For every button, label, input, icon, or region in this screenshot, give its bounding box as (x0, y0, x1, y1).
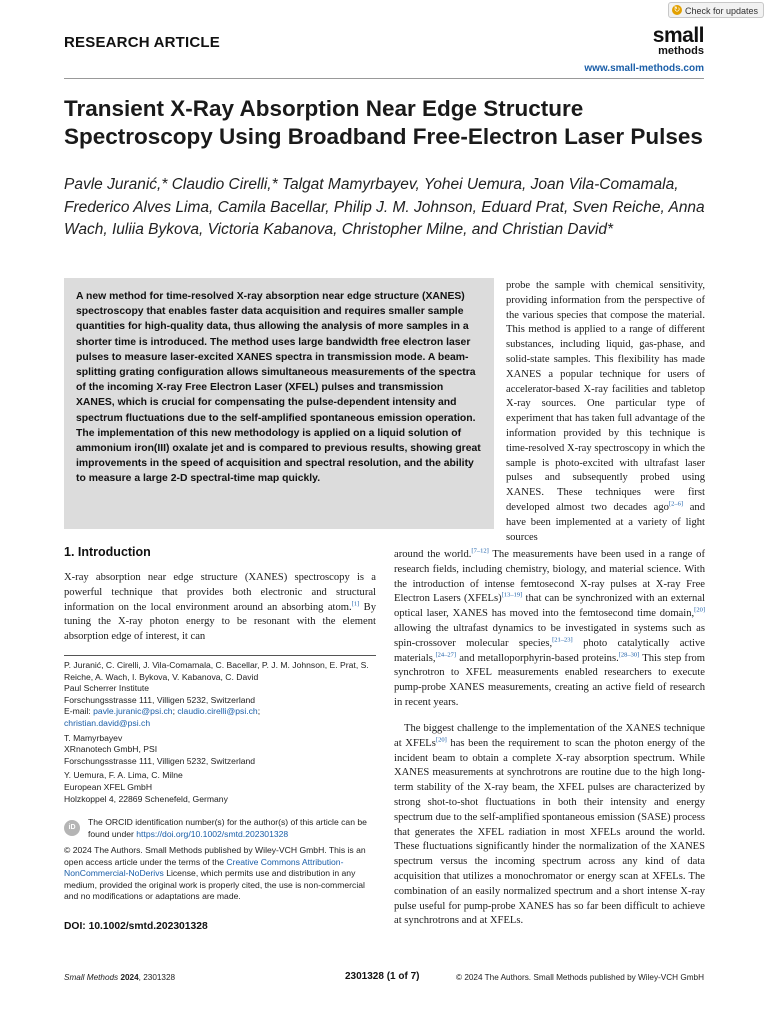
text-run: photo catalytically active materials, (394, 637, 705, 664)
citation-ref[interactable]: [20] (435, 736, 447, 744)
abstract-text: A new method for time-resolved X-ray absorption near edge structure (XANES) spectroscopy that enables faster data acquisition and requires smaller sample quantities for high-quality data, thus allowing the analysis of more samples in a shorter time is introduced. The method uses large bandwidth free electron laser pulses to measure laser-excited XANES spectra in transmission mode. A beam-splitting grating configuration allows simultaneous measurements of the spectra of the incoming X-ray Free Electron Laser (XFEL) pulses and transmission XANES, which is crucial for compensating the pulse-dependent intensity and spectrum fluctuations due to the self-amplified spontaneous emission operation. The implementation of this new methodology is applied on a liquid solution of ammonium iron(III) oxalate jet and is compared to previous results, showing great improvements in the speed of acquisition and spectral resolution, and the ability to measure a large 2-D spectral-time map quickly. (76, 291, 481, 485)
license-note (64, 845, 376, 903)
footer-journal-name: Small Methods (64, 973, 121, 982)
orcid-note (88, 817, 378, 840)
email-separator: ; (172, 706, 178, 717)
text-run: allowing the ultrafast dynamics to be investigated in systems such as spin-crossover molecular species, (394, 622, 705, 649)
text-run: X-ray absorption near edge structure (XANES) spectroscopy is a powerful technique that provides both electronic and structural information on the local environment around an absorbing atom. (64, 572, 376, 613)
affiliation-names: Y. Uemura, F. A. Lima, C. Milne (64, 770, 183, 781)
right-column-top-paragraph (506, 279, 705, 545)
citation-ref[interactable]: [1] (351, 600, 360, 608)
affiliation-address: Holzkoppel 4, 22869 Schenefeld, Germany (64, 793, 228, 804)
text-run: that can be synchronized with an external optical laser, XANES has moved into the femtosecond time domain, (394, 593, 705, 620)
email-label: E-mail: (64, 706, 94, 717)
check-for-updates-button[interactable] (668, 2, 764, 18)
affiliation-address: Forschungsstrasse 111, Villigen 5232, Switzerland (64, 755, 256, 766)
text-run: around the world. (394, 549, 472, 560)
author-list: Pavle Juranić,* Claudio Cirelli,* Talgat Mamyrbayev, Yohei Uemura, Joan Vila-Comamala, Frederico Alves Lima, Camila Bacellar, Philip J. M. Johnson, Eduard Prat, Sven Reiche, Anna Wach, Iuliia Bykova, Victoria Kabanova, Christopher Milne, and Christian David* (64, 176, 705, 238)
header-divider (64, 78, 704, 79)
footer-article-number: , 2301328 (138, 973, 176, 982)
text-run: and metalloporphyrin-based proteins. (456, 652, 619, 664)
text-run: The measurements have been used in a range of research fields, including chemistry, biology, and material science. With the introduction of intense femtosecond X-ray pulses at X-ray Free Electron Lasers (XFELs) (394, 549, 705, 605)
text-run: has been the requirement to scan the photon energy of the incident beam to obtain a complete X-ray absorption spectrum. While XANES measurements at synchrotrons are routine due to the high long-term stability of the X-ray beam, the XFEL pulses are characterized by strong shot-to-shot fluctuations in both their intensity and energy spectrum due to the self-amplified spontaneous emission (SASE) process that generates the XFEL radiation in most XFELs around the world. These fluctuations significantly hinder the normalization of the XANES spectrum versus the incoming spectrum across any kind of data acquisition that utilizes a monochromator or energy scan at XFELs. The combination of an easily normalized spectrum and a short intense X-ray pulse useful for pump-probe XANES has so far been difficult to achieve at synchrotrons and at XFELs. (394, 737, 705, 927)
citation-ref[interactable]: [13–19] (501, 591, 523, 599)
affiliations (64, 660, 376, 805)
footer-journal (64, 973, 175, 982)
journal-logo (653, 26, 704, 57)
license-link[interactable]: Creative Commons Attribution-NonCommercial-NoDerivs (64, 856, 344, 879)
affiliation-institution: XRnanotech GmbH, PSI (64, 744, 158, 755)
affiliation-institution: Paul Scherrer Institute (64, 683, 150, 694)
citation-ref[interactable]: [24–27] (435, 651, 457, 659)
text-run: The biggest challenge to the implementation of the XANES technique at XFELs (394, 723, 705, 749)
citation-ref[interactable]: [28–30] (618, 651, 640, 659)
affiliation-names: P. Juranić, C. Cirelli, J. Vila-Comamala, C. Bacellar, P. J. M. Johnson, E. Prat, S. Reiche, A. Wach, I. Bykova, V. Kabanova, C. David (64, 660, 369, 682)
citation-ref[interactable]: [2–6] (668, 500, 684, 508)
affiliation-emails (64, 706, 376, 729)
text-run: and have been implemented at a variety of light sources (506, 501, 705, 543)
journal-url-link[interactable]: www.small-methods.com (584, 63, 704, 74)
section-label: RESEARCH ARTICLE (64, 34, 220, 51)
orcid-doi-link[interactable]: https://doi.org/10.1002/smtd.202301328 (136, 828, 289, 839)
orcid-icon: iD (64, 820, 80, 836)
right-column-paragraph-2 (394, 722, 705, 929)
right-column-paragraph-1 (394, 548, 705, 711)
affiliation-address: Forschungsstrasse 111, Villigen 5232, Switzerland (64, 694, 256, 705)
introduction-paragraph (64, 571, 376, 645)
affiliations-divider (64, 655, 376, 656)
text-run: By tuning the X-ray photon energy to be resonant with the element absorption edge of interest, it can (64, 601, 376, 643)
check-for-updates-label: Check for updates (685, 6, 759, 16)
email-link[interactable]: pavle.juranic@psi.ch (93, 706, 173, 717)
footer-page-number: 2301328 (1 of 7) (345, 971, 420, 982)
logo-line-2: methods (658, 45, 704, 57)
citation-ref[interactable]: [21–23] (552, 636, 573, 644)
email-link[interactable]: claudio.cirelli@psi.ch (177, 706, 258, 717)
text-run: The ORCID identification number(s) for the author(s) of this article can be found under (88, 817, 367, 839)
refresh-icon: ↻ (673, 5, 681, 14)
text-run: This step from synchrotron to XFEL measurements enabled researchers to execute pump-probe XANES measurements, creating an active field of research in recent years. (394, 652, 706, 708)
article-doi: DOI: 10.1002/smtd.202301328 (64, 921, 208, 932)
email-separator: ; (257, 706, 261, 717)
footer-copyright: © 2024 The Authors. Small Methods published by Wiley-VCH GmbH (456, 973, 704, 982)
citation-ref[interactable]: [20] (694, 606, 705, 614)
affiliation-names: T. Mamyrbayev (64, 732, 123, 743)
footer-year: 2024 (120, 973, 139, 982)
citation-ref[interactable]: [7–12] (471, 547, 489, 555)
article-title: Transient X-Ray Absorption Near Edge Structure Spectroscopy Using Broadband Free-Electron Laser Pulses (64, 96, 703, 149)
introduction-heading: 1. Introduction (64, 545, 151, 559)
text-run: License, which permits use and distribution in any medium, provided the original work is properly cited, the use is non-commercial and no modifications or adaptations are made. (64, 868, 365, 902)
affiliation-institution: European XFEL GmbH (64, 781, 153, 792)
logo-line-1: small (652, 24, 704, 47)
email-link[interactable]: christian.david@psi.ch (64, 717, 151, 728)
text-run: probe the sample with chemical sensitivity, providing information from the perspective of the various species that compose the material. This method is applied to a range of different substances, including liquid, gas-phase, and solid-state samples. This flexibility has made XANES a popular technique for users of accelerator-based X-ray facilities and tabletop X-ray sources. One particular type of experiment that has taken full advantage of the information provided by this technique is time-resolved X-ray spectroscopy in which the sample is photo-excited with ultrafast laser pulses and subsequently probed using XANES. These techniques were first developed almost two decades ago (506, 280, 705, 513)
text-run: © 2024 The Authors. Small Methods published by Wiley-VCH GmbH. This is an open access article under the terms of the (64, 845, 366, 867)
